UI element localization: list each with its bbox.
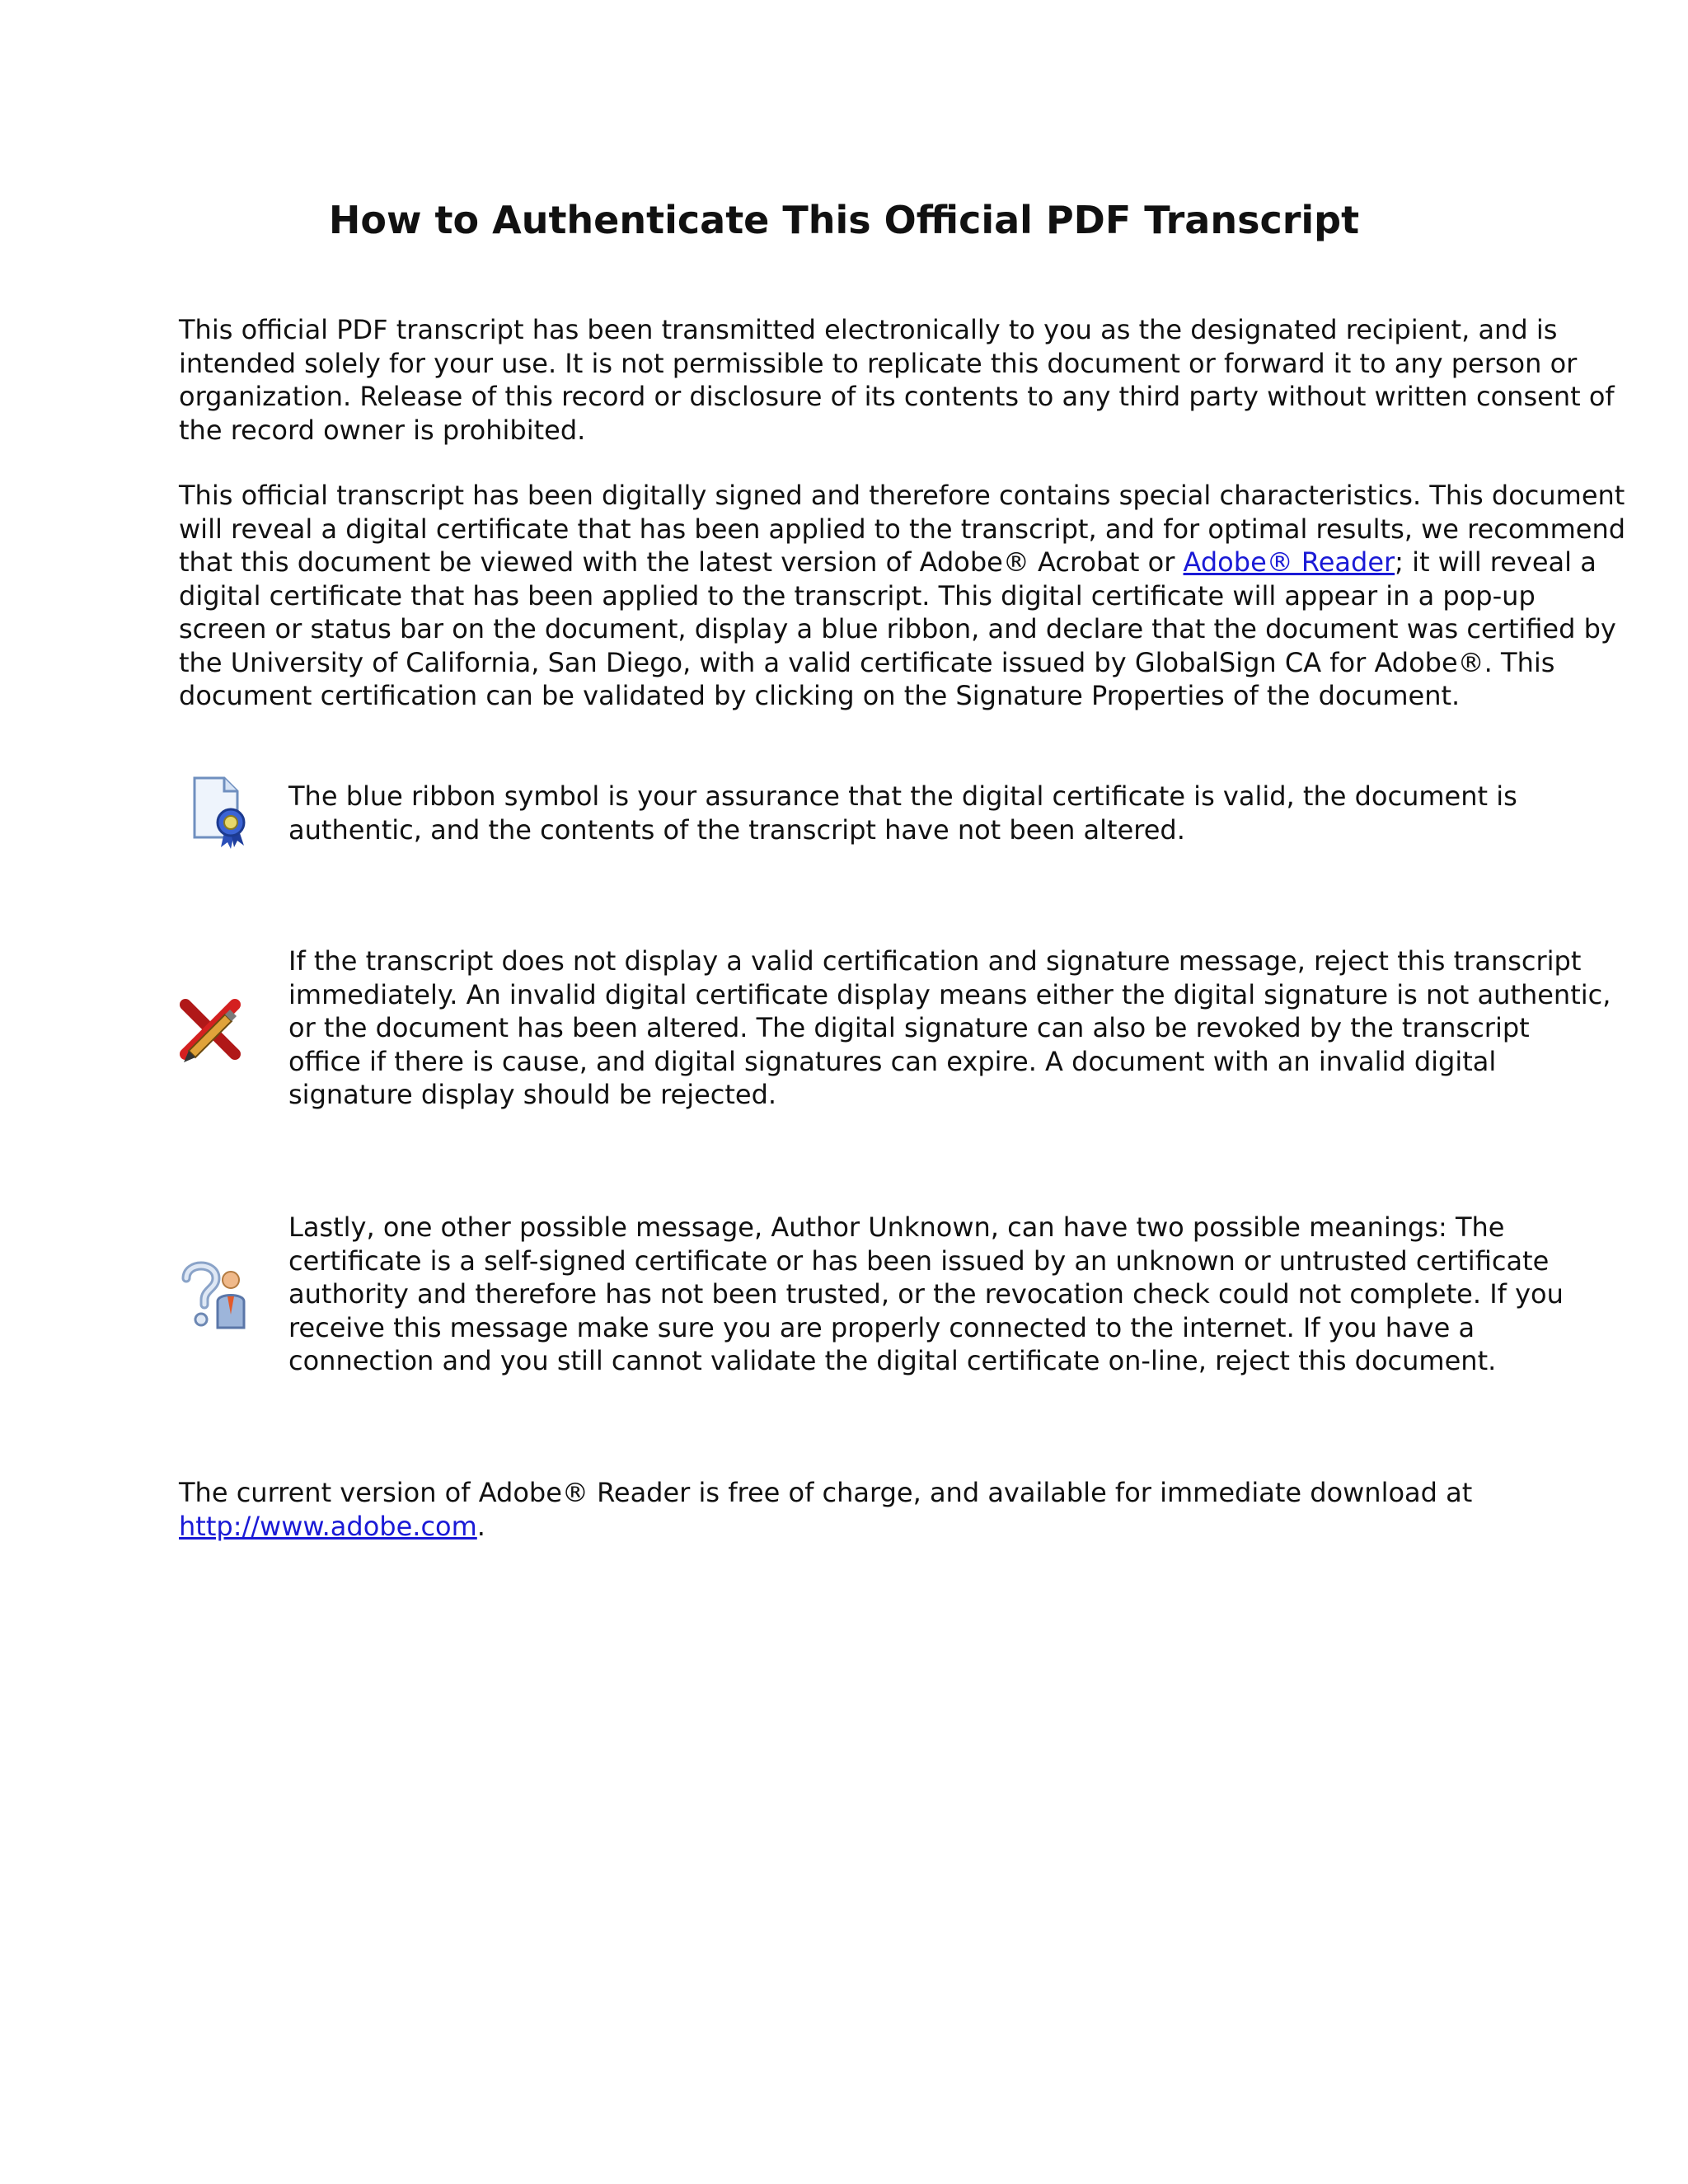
text-line: Lastly, one other possible message, Author Unknown, can have two possible meanings: The xyxy=(288,1212,1505,1243)
digital-signature-paragraph xyxy=(179,479,1626,713)
text-line: The blue ribbon symbol is your assurance that the digital certificate is valid, the document is xyxy=(288,780,1517,812)
text-line: intended solely for your use. It is not permissible to replicate this document or forward it to any person or xyxy=(179,347,1578,379)
text-line-with-link xyxy=(179,1510,1522,1544)
text-segment: that this document be viewed with the latest version of Adobe® Acrobat or xyxy=(179,546,1184,578)
text-line: will reveal a digital certificate that has been applied to the transcript, and for optimal results, we recommend xyxy=(179,513,1626,545)
text-line: authority and therefore has not been trusted, or the revocation check could not complete. If you xyxy=(288,1278,1564,1310)
adobe-reader-link[interactable]: Adobe® Reader xyxy=(1183,546,1395,578)
page-title: How to Authenticate This Official PDF Transcript xyxy=(328,198,1360,242)
ribbon-paragraph xyxy=(288,780,1525,846)
text-line: If the transcript does not display a valid certification and signature message, reject this transcript xyxy=(288,945,1582,977)
blue-ribbon-certificate-icon xyxy=(188,775,254,849)
text-line: authentic, and the contents of the transcript have not been altered. xyxy=(288,813,1185,846)
text-line: office if there is cause, and digital signatures can expire. A document with an invalid digital xyxy=(288,1045,1497,1077)
invalid-signature-paragraph xyxy=(288,944,1611,1112)
text-line: signature display should be rejected. xyxy=(288,1079,777,1110)
footer-paragraph xyxy=(179,1476,1522,1543)
intro-paragraph xyxy=(179,313,1615,447)
text-line: receive this message make sure you are properly connected to the internet. If you have a xyxy=(288,1311,1475,1343)
text-line-with-link xyxy=(179,546,1597,579)
text-segment: . xyxy=(476,1510,485,1542)
text-line: document certification can be validated by clicking on the Signature Properties of the document. xyxy=(179,680,1461,711)
text-line: organization. Release of this record or disclosure of its contents to any third party without written consent of xyxy=(179,381,1615,412)
text-line: the University of California, San Diego, with a valid certificate issued by GlobalSign CA for Adobe®. This xyxy=(179,646,1555,678)
invalid-signature-icon xyxy=(177,993,243,1067)
text-line: connection and you still cannot validate the digital certificate on-line, reject this document. xyxy=(288,1345,1497,1376)
text-line: screen or status bar on the document, display a blue ribbon, and declare that the document was certified by xyxy=(179,613,1616,644)
author-unknown-icon xyxy=(180,1257,246,1331)
text-line: This official PDF transcript has been transmitted electronically to you as the designated recipient, and is xyxy=(179,314,1558,345)
text-line: certificate is a self-signed certificate or has been issued by an unknown or untrusted certificate xyxy=(288,1244,1550,1277)
text-line: The current version of Adobe® Reader is free of charge, and available for immediate download at xyxy=(179,1477,1473,1508)
text-line: or the document has been altered. The digital signature can also be revoked by the transcript xyxy=(288,1012,1530,1043)
text-line: immediately. An invalid digital certificate display means either the digital signature is not authentic, xyxy=(288,978,1611,1010)
text-line: the record owner is prohibited. xyxy=(179,414,586,446)
adobe-website-link[interactable]: http://www.adobe.com xyxy=(179,1510,477,1542)
text-segment: ; it will reveal a xyxy=(1395,546,1597,578)
text-line: digital certificate that has been applied to the transcript. This digital certificate will appear in a pop-up xyxy=(179,579,1536,612)
author-unknown-paragraph xyxy=(288,1211,1564,1378)
text-line: This official transcript has been digitally signed and therefore contains special characteristics. This document xyxy=(179,480,1625,511)
